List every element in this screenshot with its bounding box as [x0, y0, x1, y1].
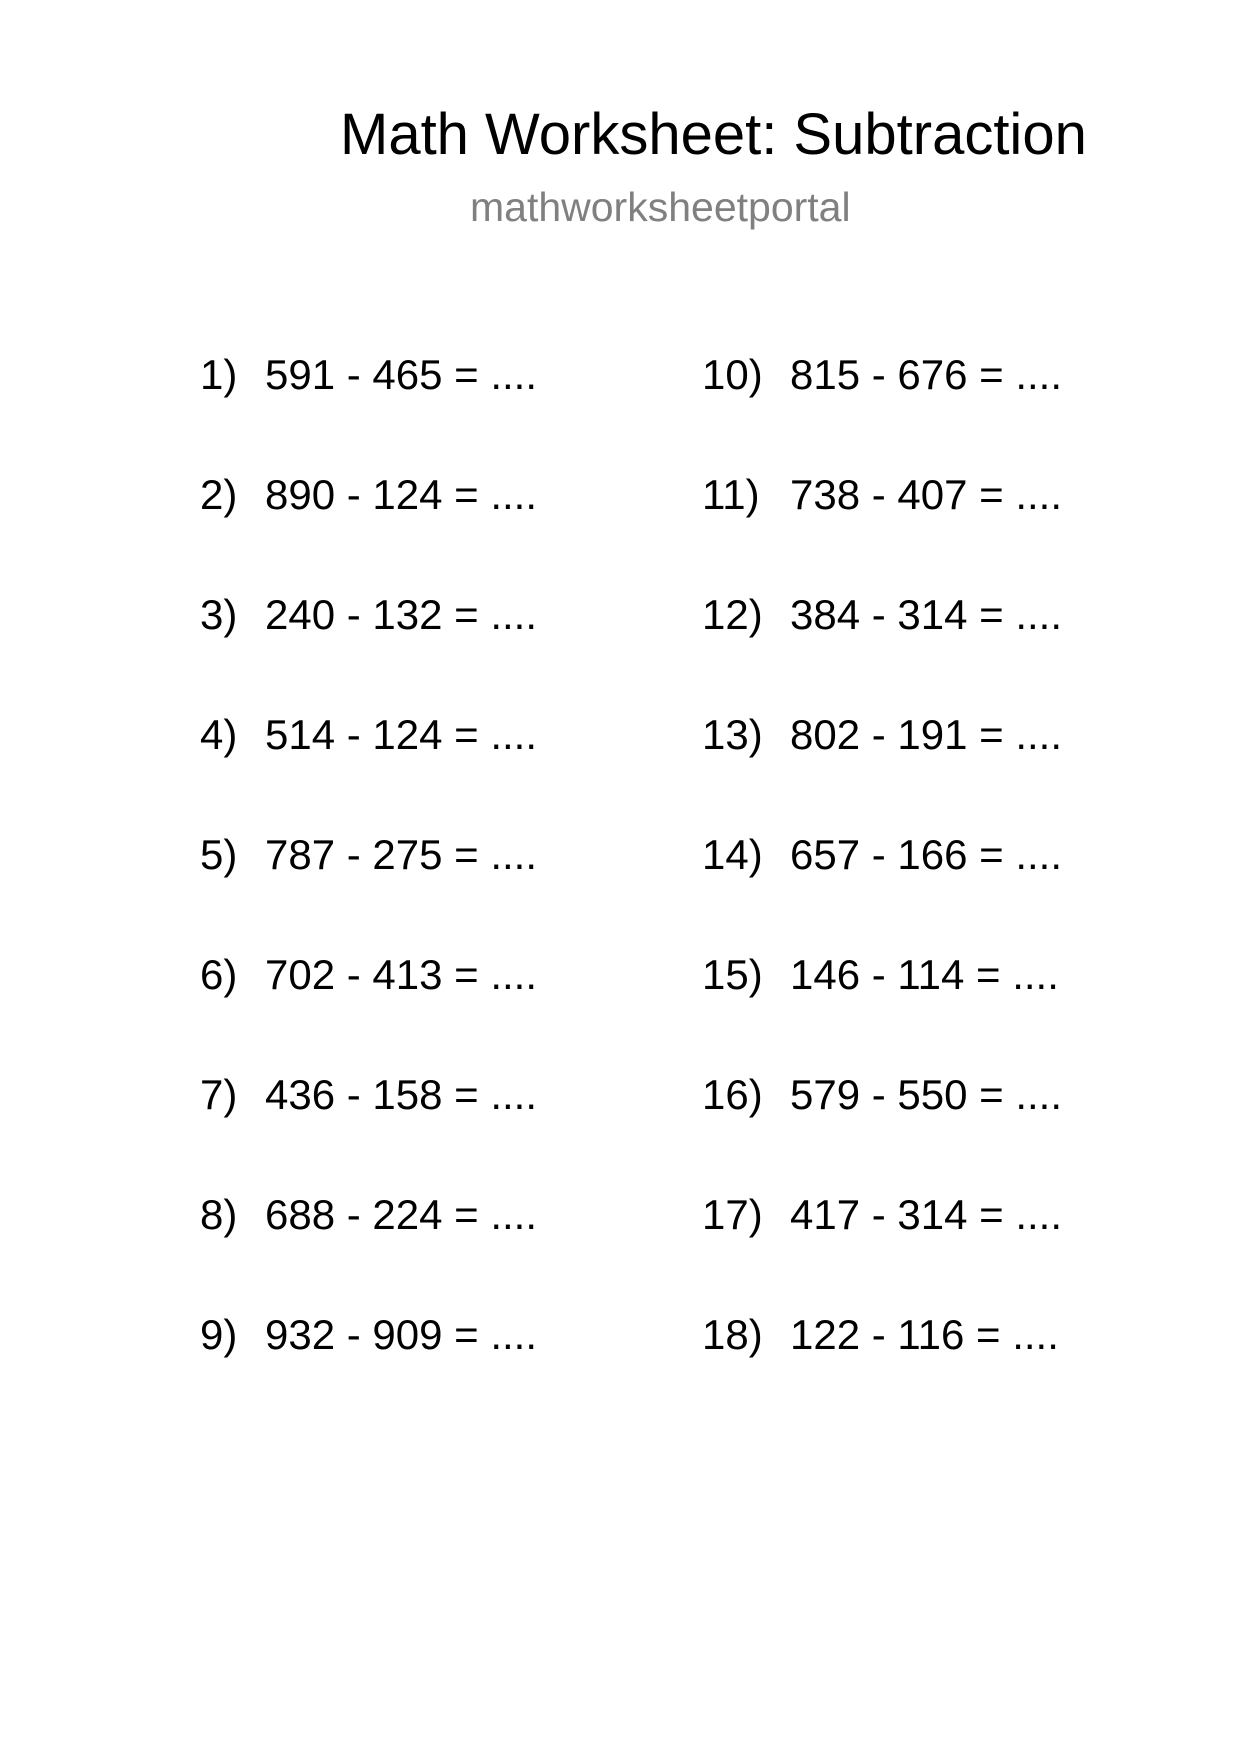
problem-item — [702, 590, 1062, 640]
problem-item — [200, 470, 537, 520]
problem-expression: 579 - 550 = .... — [790, 1071, 1063, 1118]
problem-expression: 738 - 407 = .... — [790, 471, 1063, 518]
problem-number: 18) — [702, 1311, 763, 1358]
problem-number: 13) — [702, 711, 763, 758]
problem-number: 8) — [200, 1191, 238, 1238]
problem-item — [702, 1310, 1059, 1360]
problem-item — [200, 350, 537, 400]
problem-number: 6) — [200, 951, 238, 998]
problem-expression: 802 - 191 = .... — [790, 711, 1063, 758]
problem-number: 1) — [200, 351, 238, 398]
problem-expression: 657 - 166 = .... — [790, 831, 1063, 878]
problem-expression: 436 - 158 = .... — [265, 1071, 538, 1118]
problem-expression: 122 - 116 = .... — [790, 1311, 1059, 1358]
problem-expression: 688 - 224 = .... — [265, 1191, 538, 1238]
problem-expression: 514 - 124 = .... — [265, 711, 538, 758]
problem-expression: 591 - 465 = .... — [265, 351, 538, 398]
problem-item — [702, 470, 1062, 520]
problem-item — [702, 1190, 1062, 1240]
problem-number: 11) — [702, 471, 760, 518]
problem-number: 9) — [200, 1311, 238, 1358]
problem-item — [200, 590, 537, 640]
problem-item — [702, 1070, 1062, 1120]
problem-item — [200, 830, 537, 880]
problem-number: 2) — [200, 471, 238, 518]
problem-item — [200, 1310, 537, 1360]
problem-expression: 384 - 314 = .... — [790, 591, 1063, 638]
problem-expression: 702 - 413 = .... — [265, 951, 538, 998]
problem-expression: 932 - 909 = .... — [265, 1311, 538, 1358]
problem-item — [702, 830, 1062, 880]
worksheet-title: Math Worksheet: Subtraction — [340, 102, 1087, 167]
problem-number: 17) — [702, 1191, 763, 1238]
problem-expression: 787 - 275 = .... — [265, 831, 538, 878]
problem-expression: 146 - 114 = .... — [790, 951, 1059, 998]
problem-expression: 240 - 132 = .... — [265, 591, 538, 638]
problem-number: 10) — [702, 351, 763, 398]
problem-number: 3) — [200, 591, 238, 638]
problem-number: 14) — [702, 831, 763, 878]
problem-number: 12) — [702, 591, 763, 638]
problem-item — [702, 710, 1062, 760]
problem-item — [200, 950, 537, 1000]
problem-number: 7) — [200, 1071, 238, 1118]
problem-item — [200, 1190, 537, 1240]
problem-number: 15) — [702, 951, 763, 998]
problem-number: 5) — [200, 831, 238, 878]
problem-item — [702, 950, 1059, 1000]
worksheet-subtitle: mathworksheetportal — [470, 184, 851, 230]
problem-number: 4) — [200, 711, 238, 758]
problem-expression: 815 - 676 = .... — [790, 351, 1063, 398]
problem-item — [200, 1070, 537, 1120]
problem-item — [702, 350, 1062, 400]
problem-expression: 417 - 314 = .... — [790, 1191, 1063, 1238]
problem-number: 16) — [702, 1071, 763, 1118]
problem-expression: 890 - 124 = .... — [265, 471, 538, 518]
problem-item — [200, 710, 537, 760]
